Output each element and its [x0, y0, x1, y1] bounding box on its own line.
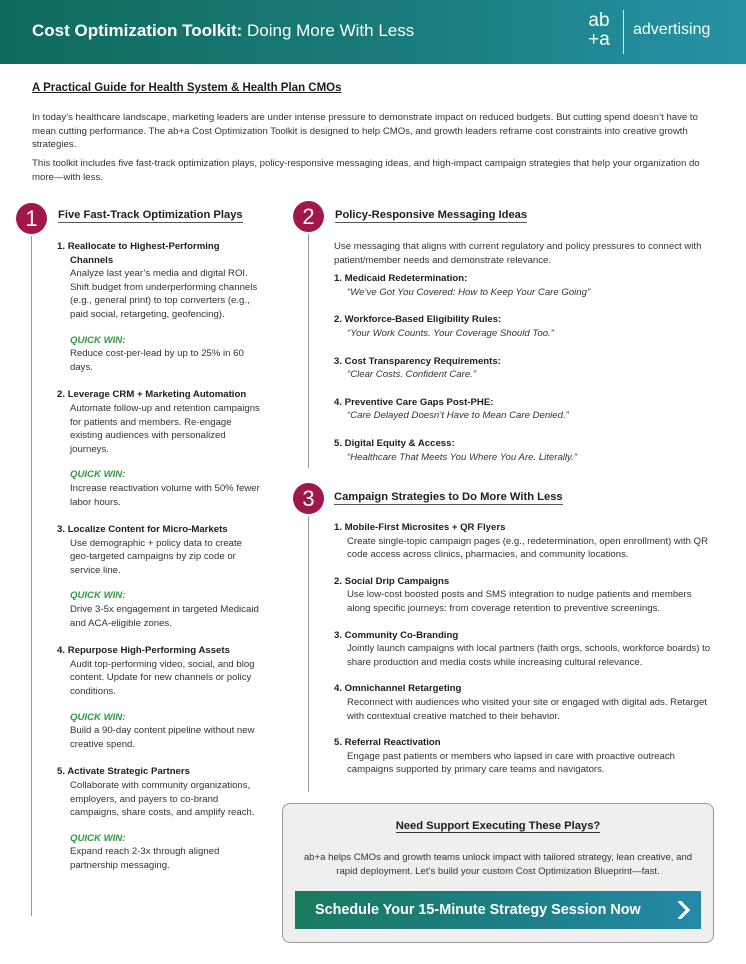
messaging-item [334, 437, 714, 464]
section-2-intro: Use messaging that aligns with current regulatory and policy pressures to connect with patient/member needs and demonstrate relevance. [334, 241, 702, 266]
strategy-item [334, 575, 714, 616]
strategy-body: Use low-cost boosted posts and SMS integration to nudge patients and members along specific journeys: from coverage retention to preventive screenings. [347, 589, 692, 614]
quick-win-text: Build a 90-day content pipeline without new creative spend. [70, 725, 255, 750]
intro-paragraph-1: In today’s healthcare landscape, marketing leaders are under intense pressure to demonstrate impact on reduced budgets. But cutting spend doesn’t have to mean cutting performance. The ab+a Cost Optimization Toolkit is designed to help CMOs, and growth leaders reframe cost constraints into creative growth strategies. [32, 112, 698, 150]
schedule-session-button[interactable] [295, 891, 701, 929]
section-1-badge: 1 [16, 203, 47, 234]
play-body: Automate follow-up and retention campaigns for patients and members. Re-engage existing audiences with personalized journeys. [70, 402, 260, 455]
section-3-rule [308, 516, 309, 792]
messaging-heading: 4. Preventive Care Gaps Post-PHE: [334, 396, 494, 408]
play-item [57, 523, 262, 630]
campaign-strategies-list [334, 521, 714, 777]
messaging-quote: “Healthcare That Meets You Where You Are. Literally.” [347, 451, 578, 463]
messaging-heading: 3. Cost Transparency Requirements: [334, 355, 501, 367]
logo-wordmark: advertising [633, 21, 711, 38]
schedule-session-label: Schedule Your 15-Minute Strategy Session Now [315, 902, 641, 918]
support-callout [282, 803, 714, 943]
optimization-plays-list [57, 240, 262, 883]
title-light: Doing More With Less [242, 21, 415, 40]
section-3-badge: 3 [293, 483, 324, 514]
logo-mark-bottom: +a [588, 29, 610, 50]
section-2-title: Policy-Responsive Messaging Ideas [335, 209, 528, 221]
play-body: Collaborate with community organizations, employers, and payers to co-brand campaigns, share costs, and amplify reach. [70, 780, 255, 819]
callout-title [283, 820, 713, 832]
logo-mark-top: ab [588, 10, 610, 31]
strategy-item [334, 521, 714, 562]
quick-win-label: QUICK WIN: [70, 590, 126, 602]
strategy-body: Create single-topic campaign pages (e.g., redetermination, open enrollment) with QR code access across clinics, pharmacies, and community locations. [347, 535, 709, 561]
messaging-quote: “Your Work Counts. Your Coverage Should Too.” [347, 327, 554, 339]
intro-paragraph-2: This toolkit includes five fast-track optimization plays, policy-responsive messaging ideas, and high-impact campaign strategies that help your organization do more—with less. [32, 158, 700, 183]
logo-divider [623, 10, 624, 54]
messaging-item [334, 396, 714, 423]
messaging-heading: 1. Medicaid Redetermination: [334, 273, 468, 285]
header-banner [0, 0, 746, 64]
quick-win-text: Drive 3-5x engagement in targeted Medicaid and ACA-eligible zones. [70, 604, 259, 629]
section-2-rule [308, 234, 309, 468]
quick-win-label: QUICK WIN: [70, 469, 126, 481]
play-item [57, 765, 262, 872]
messaging-quote: “Clear Costs. Confident Care.” [347, 369, 477, 381]
section-3-title: Campaign Strategies to Do More With Less [334, 491, 563, 503]
play-item [57, 388, 262, 509]
play-heading: 3. Localize Content for Micro-Markets [57, 524, 228, 536]
section-1-rule [31, 236, 32, 916]
play-item [57, 644, 262, 751]
section-2-badge: 2 [293, 201, 324, 232]
quick-win-label: QUICK WIN: [70, 832, 126, 844]
play-body: Analyze last year’s media and digital ROI. Shift budget from underperforming channels (e.g., general print) to top converters (e.g., paid social, retargeting, geofencing). [70, 268, 258, 320]
play-heading: 5. Activate Strategic Partners [57, 766, 190, 778]
quick-win-text: Reduce cost-per-lead by up to 25% in 60 days. [70, 348, 244, 373]
messaging-quote: “Care Delayed Doesn’t Have to Mean Care Denied.” [347, 410, 569, 422]
messaging-item [334, 272, 714, 299]
strategy-body: Jointly launch campaigns with local partners (faith orgs, schools, workforce boards) to share production and media costs while increasing cultural relevance. [347, 643, 711, 668]
strategy-body: Engage past patients or members who lapsed in care with proactive outreach campaigns supported by primary care teams and navigators. [347, 750, 675, 776]
messaging-ideas-list [334, 240, 714, 464]
quick-win-label: QUICK WIN: [70, 334, 126, 346]
messaging-item [334, 355, 714, 382]
strategy-heading: 3. Community Co-Branding [334, 629, 459, 641]
play-body: Audit top-performing video, social, and blog content. Update for new channels or policy conditions. [70, 658, 255, 698]
messaging-item [334, 313, 714, 340]
strategy-heading: 1. Mobile-First Microsites + QR Flyers [334, 522, 506, 533]
callout-title-text: Need Support Executing These Plays? [395, 820, 601, 832]
strategy-heading: 2. Social Drip Campaigns [334, 575, 450, 587]
play-heading: 4. Repurpose High-Performing Assets [57, 645, 230, 657]
strategy-item [334, 736, 714, 777]
page-title [32, 21, 414, 41]
messaging-heading: 5. Digital Equity & Access: [334, 437, 455, 449]
strategy-body: Reconnect with audiences who visited your site or engaged with digital ads. Retarget with contextual creative matched to their behavior. [347, 696, 707, 722]
callout-text: ab+a helps CMOs and growth teams unlock impact with tailored strategy, lean creative, and rapid deployment. Let’s build your custom Cost Optimization Blueprint—fast. [303, 852, 693, 877]
section-1-title: Five Fast-Track Optimization Plays [58, 209, 243, 221]
quick-win-text: Increase reactivation volume with 50% fewer labor hours. [70, 482, 260, 508]
messaging-quote: “We’ve Got You Covered: How to Keep Your Care Going” [347, 286, 591, 298]
play-body: Use demographic + policy data to create geo-targeted campaigns by zip code or service line. [70, 537, 242, 576]
quick-win-label: QUICK WIN: [70, 711, 126, 723]
subtitle: A Practical Guide for Health System & Health Plan CMOs [32, 82, 342, 94]
strategy-heading: 5. Referral Reactivation [334, 737, 441, 749]
abpa-logo-mark [582, 11, 616, 53]
strategy-item [334, 682, 714, 723]
messaging-heading: 2. Workforce-Based Eligibility Rules: [334, 314, 502, 326]
play-heading: 1. Reallocate to Highest-Performing Channels [57, 241, 220, 266]
play-heading: 2. Leverage CRM + Marketing Automation [57, 389, 247, 401]
title-bold: Cost Optimization Toolkit: [32, 21, 243, 40]
strategy-item [334, 629, 714, 670]
quick-win-text: Expand reach 2-3x through aligned partnership messaging. [70, 846, 220, 871]
chevron-right-icon [675, 901, 693, 919]
strategy-heading: 4. Omnichannel Retargeting [334, 683, 462, 695]
play-item [57, 240, 262, 374]
